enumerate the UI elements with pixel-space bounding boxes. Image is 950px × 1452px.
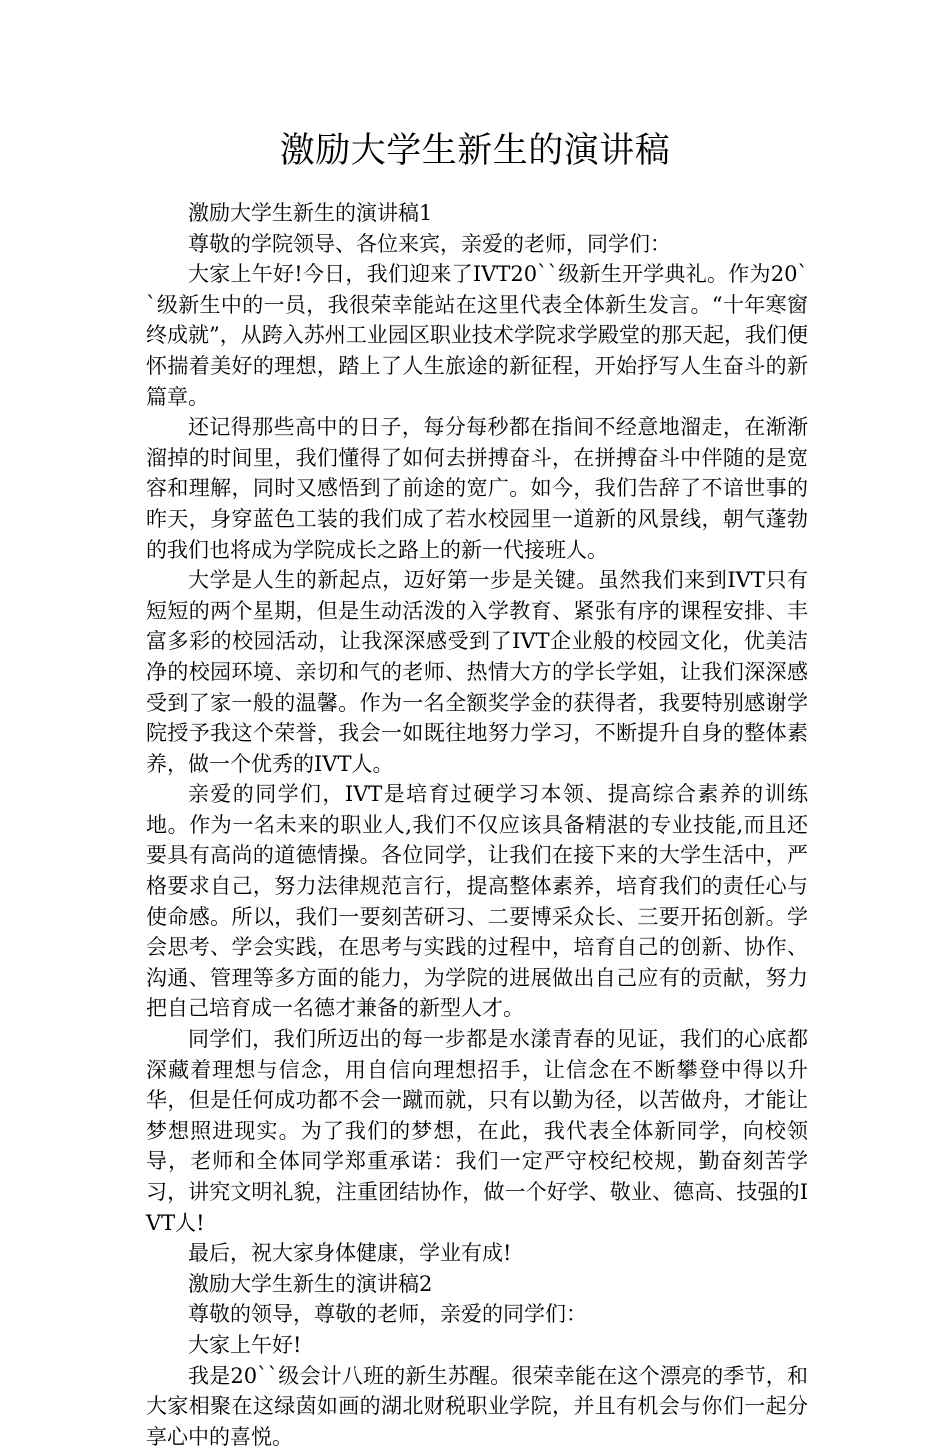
paragraph: 我是20``级会计八班的新生苏醒。很荣幸能在这个漂亮的季节，和大家相聚在这绿茵如画的湖北财税职业学院，并且有机会与你们一起分享心中的喜悦。 <box>146 1363 808 1449</box>
paragraph: 大学是人生的新起点，迈好第一步是关键。虽然我们来到IVT只有短短的两个星期，但是生动活泼的入学教育、紧张有序的课程安排、丰富多彩的校园活动，让我深深感受到了IVT企业般的校园文化，优美洁净的校园环境、亲切和气的老师、热情大方的学长学姐，让我们深深感受到了家一般的温馨。作为一名全额奖学金的获得者，我要特别感谢学院授予我这个荣誉，我会一如既往地努力学习，不断提升自身的整体素养，做一个优秀的IVT人。 <box>146 568 808 776</box>
paragraph: 大家上午好!今日，我们迎来了IVT20``级新生开学典礼。作为20``级新生中的一员，我很荣幸能站在这里代表全体新生发言。“十年寒窗终成就”，从跨入苏州工业园区职业技术学院求学殿堂的那天起，我们便怀揣着美好的理想，踏上了人生旅途的新征程，开始抒写人生奋斗的新篇章。 <box>146 262 808 409</box>
section-heading-1: 激励大学生新生的演讲稿1 <box>188 201 433 225</box>
salutation-2: 尊敬的领导，尊敬的老师，亲爱的同学们： <box>188 1302 587 1327</box>
greeting: 大家上午好! <box>188 1332 302 1357</box>
paragraph: 同学们，我们所迈出的每一步都是水漾青春的见证，我们的心底都深藏着理想与信念，用自信向理想招手，让信念在不断攀登中得以升华，但是任何成功都不会一蹴而就，只有以勤为径，以苦做舟，才能让梦想照进现实。为了我们的梦想，在此，我代表全体新同学，向校领导，老师和全体同学郑重承诺：我们一定严守校纪校规，勤奋刻苦学习，讲究文明礼貌，注重团结协作，做一个好学、敬业、德高、技强的IVT人! <box>146 1027 808 1235</box>
closing-line: 最后，祝大家身体健康，学业有成! <box>188 1241 512 1266</box>
paragraph: 还记得那些高中的日子，每分每秒都在指间不经意地溜走，在渐渐溜掉的时间里，我们懂得了如何去拼搏奋斗，在拼搏奋斗中伴随的是宽容和理解，同时又感悟到了前途的宽广。如今，我们告辞了不谙世事的昨天，身穿蓝色工装的我们成了若水校园里一道新的风景线，朝气蓬勃的我们也将成为学院成长之路上的新一代接班人。 <box>146 415 808 562</box>
paragraph: 亲爱的同学们，IVT是培育过硬学习本领、提高综合素养的训练地。作为一名未来的职业人,我们不仅应该具备精湛的专业技能,而且还要具有高尚的道德情操。各位同学，让我们在接下来的大学生活中，严格要求自己，努力法律规范言行，提高整体素养，培育我们的责任心与使命感。所以，我们一要刻苦研习、二要博采众长、三要开拓创新。学会思考、学会实践，在思考与实践的过程中，培育自己的创新、协作、沟通、管理等多方面的能力，为学院的进展做出自己应有的贡献，努力把自己培育成一名德才兼备的新型人才。 <box>146 782 808 1021</box>
document-title: 激励大学生新生的演讲稿 <box>279 131 671 171</box>
salutation-1: 尊敬的学院领导、各位来宾，亲爱的老师，同学们： <box>188 231 671 256</box>
document-body <box>146 198 808 1452</box>
section-heading-2: 激励大学生新生的演讲稿2 <box>188 1271 433 1296</box>
